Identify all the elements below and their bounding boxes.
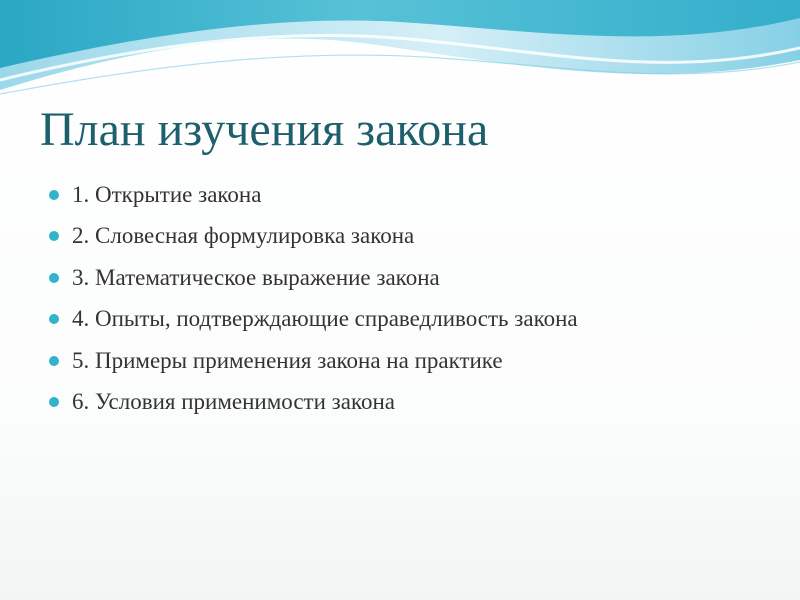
- list-item-text: 1. Открытие закона: [72, 181, 262, 207]
- slide-title: План изучения закона: [40, 103, 489, 156]
- list-item-text: 4. Опыты, подтверждающие справедливость закона: [72, 306, 578, 332]
- list-item: [49, 257, 578, 299]
- bullet-dot-icon: [49, 397, 59, 407]
- bullet-dot-icon: [49, 190, 59, 200]
- bullet-list: [49, 174, 578, 423]
- bullet-dot-icon: [49, 314, 59, 324]
- bullet-dot-icon: [49, 273, 59, 283]
- list-item: [49, 216, 578, 258]
- list-item-text: 3. Математическое выражение закона: [72, 264, 440, 290]
- list-item-text: 2. Словесная формулировка закона: [72, 223, 415, 249]
- list-item: [49, 382, 578, 424]
- bullet-dot-icon: [49, 356, 59, 366]
- list-item-text: 5. Примеры применения закона на практике: [72, 347, 503, 373]
- list-item-text: 6. Условия применимости закона: [72, 389, 395, 415]
- bullet-dot-icon: [49, 231, 59, 241]
- list-item: [49, 174, 578, 216]
- list-item: [49, 340, 578, 382]
- list-item: [49, 299, 578, 341]
